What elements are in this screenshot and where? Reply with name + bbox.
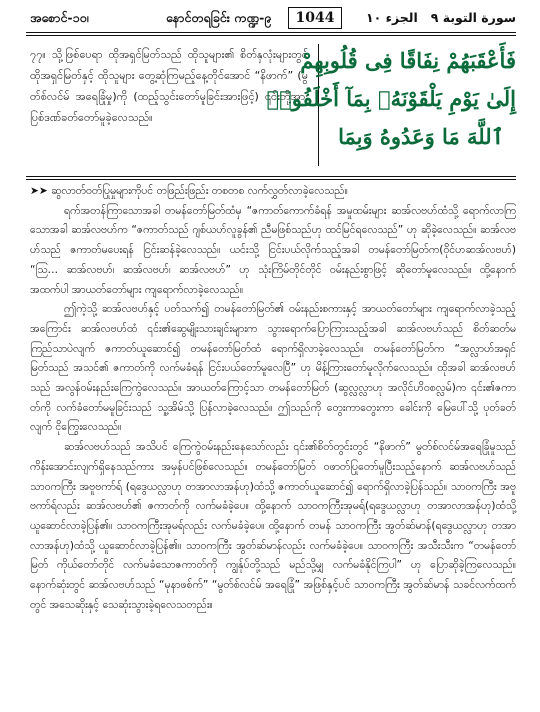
header-rule-thin [26, 35, 516, 36]
commentary-paragraph-4: ဆအ်လဗဟ်သည် အသိပင် ကြေကွဲဝမ်းနည်းနေသော်လည်း ၎င်း၏စိတ်တွင်းတွင် “နိဖာက်” မွတ်စ်လင်မ်အရေခြုံမှုသည် ကိန်းအောင်းလျက်ရှိနေသည်ကား အမှန်ပင်ဖြစ်လေသည်။ တမန်တော်မြတ် ဝဖာတ်ပြုတော်မူပြီးသည့်နောက် ဆအ်လဗဟ်သည် သာဝကကြီး အဗူဗကာ်ရ် (ရဒွေယလ္လာဟု တအာလာအန်ဟု)ထံသို့ ဇကာတ်ယူဆောင်၍ ရောက်ရှိလာခဲ့ပြန်သည်။ သာဝကကြီး အဗူဗကာ်ရ်လည်း ဆအ်လဗဟ်၏ ဇကာတ်ကို လက်မခံခဲ့ပေ။ ထို့နောက် သာဝကကြီးအုမရ်(ရဒွေယလ္လာဟု တအာလာအန်ဟု)ထံသို့ ယူဆောင်လာခဲ့ပြန်၏။ သာဝကကြီးအုမရ်လည်း လက်မခံခဲ့ပေ။ ထို့နောက် တမန် သာဝကကြီး အွတ်ဆ်မာန်(ရဒွေယလ္လာဟု တအာလာအန်ဟု)ထံသို့ ယူဆောင်လာခဲ့ပြန်၏။ သာဝကကြီး အွတ်ဆ်မာန်လည်း လက်မခံခဲ့ပေ။ သာဝကကြီး အသီးသီးက “တမန်တော်မြတ် ကိုယ်တော်တိုင် လက်မခံသောဇကာတ်ကို ကျွန်ုပ်တို့သည် မည်သို့မျှ လက်မခံနိုင်ကြပါ” ဟု ပြောဆိုခဲ့ကြလေသည်။ နောက်ဆုံးတွင် ဆအ်လဗဟ်သည် “မုနာဖစ်က်” “မွတ်စ်လင်မ် အရေခြုံ” အဖြစ်နှင့်ပင် သာဝကကြီး အွတ်ဆ်မာန် သခင်လက်ထက်တွင် အသေဆိုးနှင့် သေဆုံးသွားခဲ့ရလေသတည်း။ [30, 441, 516, 611]
arabic-line-3: ٱللَّهَ مَا وَعَدُوهُ وَبِمَا [338, 124, 504, 149]
surah-label: سورة التوبة ٩ [430, 10, 516, 25]
page-header [26, 6, 516, 32]
arabic-line-2: إِلَىٰ يَوْمِ يَلْقَوْنَهُۥ بِمَآ أَخْلَفُوا۟ [266, 86, 516, 111]
commentary-paragraph-1 [30, 182, 516, 202]
arabic-verse [266, 42, 516, 156]
verse-number: ၇၇။ [30, 48, 46, 61]
juz-label: الجزء ١٠ [366, 10, 418, 25]
volume-label: အစောင်-၁၀၊ [30, 10, 89, 25]
section-rule [26, 176, 516, 177]
arabic-line-1: فَأَعْقَبَهُمْ نِفَاقًا فِى قُلُوبِهِمْ [300, 48, 516, 73]
bullet-marker: ➤➤ [30, 185, 48, 197]
page-number: 1044 [288, 7, 342, 29]
commentary [30, 182, 516, 615]
section-title: နောင်တရခြင်း ကဏ္ဍ-၉ [166, 10, 272, 25]
verse-block [26, 40, 516, 170]
verse-translation-text: သို့ဖြစ်ပေရာ ထိုအရှင်မြတ်သည် ထိုသူများ၏ စိတ်နှလုံးများတွင် ထိုအရှင်မြတ်နှင့် ထိုသူများ တွေ့ဆုံကြမည့်နေ့တိုင်အောင် “နိဖာက်” (မွတ်စ်လင်မ် အရေခြုံမှု)ကို (ထည့်သွင်းတော်မူခြင်းအားဖြင့်) ၎င်းတို့အား ပြစ်ဒဏ်ခတ်တော်မူခဲ့လေသည်။ [30, 48, 308, 124]
commentary-text-1: ဆွလာတ်ဝတ်ပြုမှုများကိုပင် တဖြည်းဖြည်း တစတစ လက်လွှတ်လာခဲ့လေသည်။ [51, 185, 348, 197]
commentary-paragraph-3: ဤကဲ့သို့ ဆအ်လဗဟ်နှင့် ပတ်သက်၍ တမန်တော်မြတ်၏ ဝမ်းနည်းစကားနှင့် အာယတ်တော်များ ကျရောက်လာခဲ့သည့်အကြောင်း ဆအ်လဗဟ်ထံ ၎င်း၏ဆွေမျိုးသားချင်းများက သွားရောက်ပြောကြားသည့်အခါ ဆအ်လဗဟ်သည် စိတ်ဆတ်မကြည်သာပဲလျက် ဇကာတ်ယူဆောင်၍ တမန်တော်မြတ်ထံ ရောက်ရှိလာခဲ့လေသည်။ တမန်တော်မြတ်က “အလ္လာဟ်အရှင်မြတ်သည် အသင်၏ ဇကာတ်ကို လက်မခံရန် ငြင်းပယ်တော်မူလေပြီ” ဟု မိန့်ကြားတော်မူလိုက်လေသည်။ ထိုအခါ ဆအ်လဗဟ်သည် အလွန်ဝမ်းနည်းကြေကွဲလေသည်။ အာယတ်ကြောင့်သာ တမန်တော်မြတ် (ဆွလ္လလ္လာဟု အလိုင်ဟိဝစလ္လမ်)က ၎င်း၏ဇကာတ်ကို လက်ခံတော်မမူခြင်းသည် သူ့အိမ်သို့ ပြန်လာခဲ့လေသည်။ ဤသည်ကို တွေးကာတွေးကာ ခေါင်းကို မြေပေါ်သို့ ပုတ်ခတ်လျက် ငိုကြွေးလေသည်။ [30, 303, 516, 434]
commentary-paragraph-2: ရက်အတန်ကြာသောအခါ တမန်တော်မြတ်ထံမှ “ဇကာတ်ကောက်ခံရန် အမှုထမ်းများ ဆအ်လဗဟ်ထံသို့ ရောက်လာကြသောအခါ ဆအ်လဗဟ်က “ဇကာတ်သည် ဂျစ်ယဟ်လူခွန်၏ ညီမဖြစ်သည်ဟု ထင်မြင်ရလေသည်” ဟု ဆိုခဲ့လေသည်။ ဆအ်လဗဟ်သည် ဇကာတ်မပေးရန် ငြင်းဆန်ခဲ့လေသည်။ ယင်းသို့ ငြင်းပယ်လိုက်သည့်အခါ တမန်တော်မြတ်က(ဝိုင်ဟဆအ်လဗဟ်) “ဩ… ဆအ်လဗဟ်၊ ဆအ်လဗဟ်၊ ဆအ်လဗဟ်” ဟု သုံးကြိမ်တိုင်တိုင် ဝမ်းနည်းစွာဖြင့် ဆိုတော်မူလေသည်။ ထို့နောက် အထက်ပါ အာယတ်တော်များ ကျရောက်လာခဲ့လေသည်။ [30, 204, 516, 296]
section-rule-thin [26, 179, 516, 180]
header-rule [26, 32, 516, 33]
